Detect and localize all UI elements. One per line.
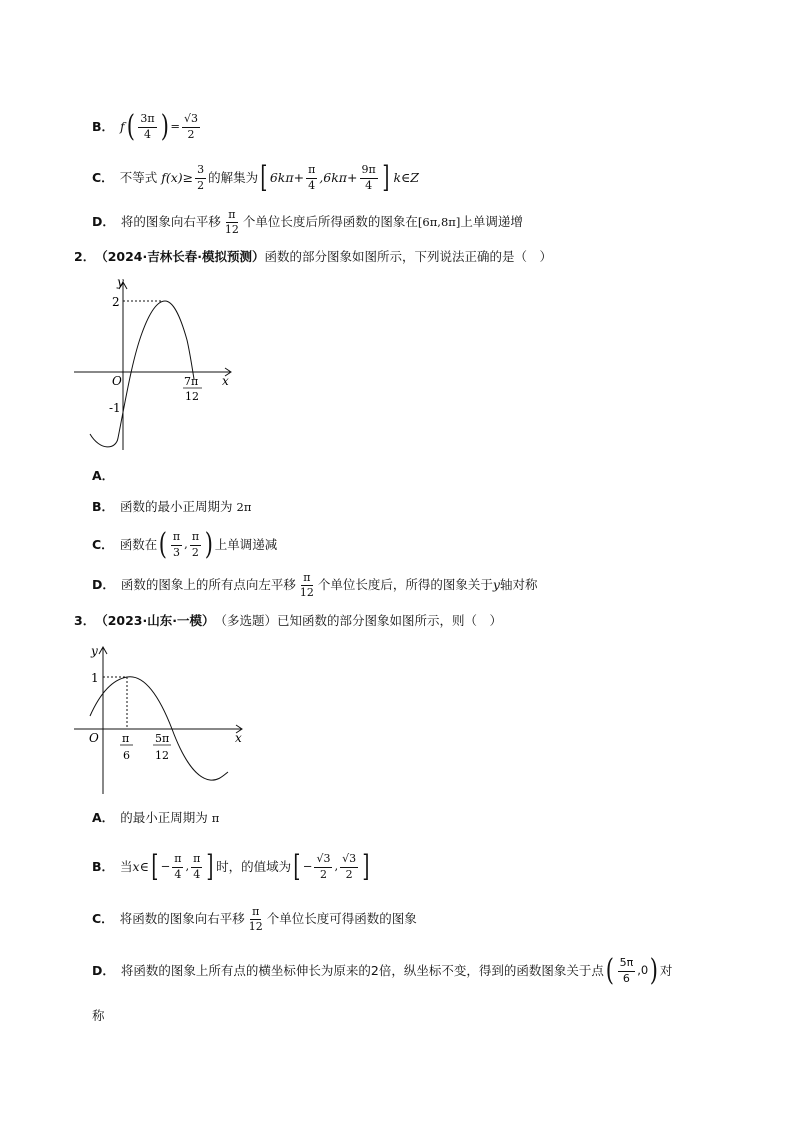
option-label: B． — [92, 118, 115, 134]
right-paren: ) — [160, 109, 169, 144]
q2-graph — [70, 275, 240, 455]
text: 将的图象向右平移 — [120, 214, 221, 230]
q3-graph — [70, 638, 250, 798]
x-axis-label: x — [222, 374, 229, 388]
question-number: 3． — [74, 613, 96, 628]
left-paren: ( — [126, 109, 135, 144]
text: 将函数的图象向右平移 — [119, 911, 245, 927]
question-number: 2． — [74, 249, 96, 264]
option-label: D． — [92, 214, 115, 230]
left-paren: ( — [605, 953, 614, 988]
fraction: $\frac{\pi}{4}$ — [174, 852, 182, 881]
text: 不等式 — [119, 169, 158, 185]
math-fx: f(x)≥ — [161, 169, 194, 185]
tick2-den: 12 — [155, 749, 169, 762]
q3-option-b: B． 当 x∈ [ − $\frac{\pi}{4}$ , $\frac{\pi}{4}$ ] 时，的值域为 [ − $\frac{√3}{2}$ , $\frac{√3}{2}$ ] — [92, 849, 370, 884]
text: 称 — [92, 1008, 105, 1023]
option-label: D． — [92, 577, 115, 593]
text: 对 — [659, 962, 673, 978]
option-label: B． — [92, 858, 115, 874]
math-y: y — [492, 577, 500, 593]
option-label: C． — [92, 911, 114, 927]
tick1-num: π — [122, 732, 130, 745]
right-paren: ) — [204, 527, 214, 562]
text: 个单位长度可得函数的图象 — [266, 911, 417, 927]
text: 的解集为 — [208, 169, 259, 185]
q3-option-d: D． 将函数的图象上所有点的横坐标伸长为原来的2倍，纵坐标不变，得到的函数图象关于点 ( $\frac{5\pi}{6}$ , 0 ) 对 — [92, 953, 673, 988]
y-axis-label: y — [91, 644, 98, 658]
max-label: 1 — [91, 671, 99, 685]
max-label: 2 — [112, 295, 120, 309]
q3-option-c — [92, 906, 417, 933]
option-label: A． — [92, 810, 115, 825]
min-label: -1 — [109, 401, 121, 415]
text: 上单调递增 — [460, 214, 523, 230]
question-source: （2024·吉林长春·模拟预测） — [95, 249, 265, 264]
math: ,6kπ+ — [319, 169, 358, 185]
left-paren: ( — [158, 527, 168, 562]
x-axis-label: x — [235, 731, 242, 745]
y-axis-label: y — [117, 275, 124, 289]
option-label: C． — [92, 169, 114, 185]
origin-label: O — [89, 731, 99, 745]
right-bracket: ] — [362, 849, 370, 884]
question-text: （多选题）已知函数的部分图象如图所示，则（ ） — [214, 613, 503, 628]
interval: [6π,8π] — [417, 214, 461, 229]
text: 个单位长度后所得函数的图象在 — [242, 214, 418, 230]
q2-option-b — [92, 501, 251, 514]
text: 当 — [120, 858, 133, 874]
right-bracket: ] — [382, 160, 390, 195]
fraction: $\frac{5\pi}{6}$ — [619, 956, 634, 985]
q3-option-d-wrap — [92, 1010, 105, 1023]
option-label: C． — [92, 536, 114, 552]
left-bracket: [ — [293, 849, 301, 884]
q1-option-c — [92, 160, 419, 195]
q2-option-c: C． 函数在 ( $\frac{\pi}{3}$ , $\frac{\pi}{2}$ ) 上单调递减 — [92, 527, 278, 562]
fraction: $\frac{\pi}{12}$ — [248, 905, 263, 934]
left-bracket: [ — [260, 160, 268, 195]
text: 函数的最小正周期为 — [120, 499, 233, 514]
fraction: $\frac{\pi}{2}$ — [191, 530, 200, 559]
math-value: 2π — [236, 499, 252, 514]
option-label: D． — [92, 962, 115, 978]
zero-label-num: 7π — [184, 375, 199, 388]
q3-option-a — [92, 812, 219, 825]
fraction: $\frac{\pi}{3}$ — [172, 530, 181, 559]
question-text: 函数的部分图象如图所示，下列说法正确的是（ ） — [264, 249, 553, 264]
text: 的最小正周期为 — [120, 810, 208, 825]
tick1-den: 6 — [123, 749, 130, 762]
q1-option-d — [92, 209, 523, 236]
q1-option-b — [92, 109, 202, 144]
q2-option-a — [92, 470, 120, 483]
math-f: f — [120, 118, 125, 134]
right-paren: ) — [649, 953, 659, 988]
question-source: （2023·山东·一模） — [95, 613, 215, 628]
math: 6kπ+ — [269, 169, 305, 185]
q2-stem — [74, 251, 552, 264]
zero-label-den: 12 — [185, 390, 199, 403]
q3-curve — [90, 677, 228, 780]
option-label: A． — [92, 468, 115, 483]
fraction: $\frac{9\pi}{4}$ — [361, 163, 376, 192]
text: 上单调递减 — [214, 536, 278, 552]
text: 函数的图象上的所有点向左平移 — [120, 577, 296, 593]
math-value: π — [211, 810, 220, 825]
math-x-in: x∈ — [132, 858, 149, 874]
fraction: $\frac{3\pi}{4}$ — [140, 112, 155, 141]
q2-option-d — [92, 572, 538, 599]
right-bracket: ] — [206, 849, 214, 884]
math-kz: k∈Z — [393, 169, 419, 185]
text: 时，的值域为 — [216, 858, 292, 874]
fraction: $\frac{\pi}{4}$ — [193, 852, 201, 881]
text: 函数在 — [119, 536, 158, 552]
q2-curve — [90, 301, 194, 447]
fraction: $\frac{√3}{2}$ — [316, 852, 331, 881]
tick2-num: 5π — [155, 732, 170, 745]
origin-label: O — [112, 374, 122, 388]
point-y: 0 — [640, 963, 649, 978]
text: 个单位长度后，所得的图象关于 — [317, 577, 493, 593]
fraction: $\frac{\pi}{12}$ — [224, 208, 239, 237]
fraction: $\frac{\pi}{12}$ — [299, 571, 314, 600]
text: 将函数的图象上所有点的横坐标伸长为原来的2倍，纵坐标不变，得到的函数图象关于点 — [120, 962, 604, 978]
fraction: $\frac{√3}{2}$ — [183, 112, 198, 141]
q3-stem — [74, 615, 502, 628]
fraction: $\frac{3}{2}$ — [197, 163, 205, 192]
fraction: $\frac{\pi}{4}$ — [308, 163, 316, 192]
fraction: $\frac{√3}{2}$ — [342, 852, 357, 881]
equals: = — [170, 119, 180, 134]
option-label: B． — [92, 499, 115, 514]
text: 轴对称 — [499, 577, 538, 593]
left-bracket: [ — [151, 849, 159, 884]
